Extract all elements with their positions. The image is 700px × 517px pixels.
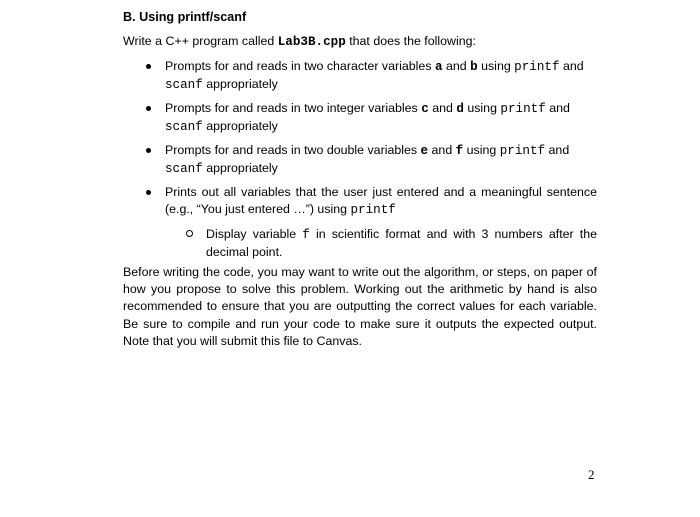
hollow-bullet-icon (186, 230, 193, 237)
variable-name: b (470, 60, 478, 74)
variable-name: c (421, 102, 429, 116)
text: and (442, 59, 471, 73)
text: using (477, 59, 515, 73)
instructions-paragraph: Before writing the code, you may want to write out the algorithm, or steps, on paper of how you propose to solve this problem. Working out the arithmetic by hand is also recommended to ensure that you are outputting the correct values for each variable. Be sure to compile and run your code to make sure it outputs the expected output. Note that you will submit this file to Canvas. (123, 265, 597, 348)
variable-name: a (434, 60, 443, 74)
intro-text-after: that does the following: (345, 34, 476, 48)
text: appropriately (202, 77, 278, 91)
function-name: printf (500, 102, 546, 116)
page-number: 2 (588, 467, 595, 482)
bullet-icon (146, 64, 151, 69)
list-item-text (165, 58, 597, 94)
text: and (428, 143, 456, 157)
variable-name: f (302, 228, 310, 242)
variable-name: e (420, 144, 429, 158)
bullet-icon (146, 190, 151, 195)
filename: Lab3B.cpp (277, 35, 346, 49)
text: Prints out all variables that the user just entered and a meaningful sentence (e.g., “You just entered …”) using (165, 185, 597, 216)
text: appropriately (202, 119, 278, 133)
text: Prompts for and reads in two double variables (165, 143, 421, 157)
text: and (545, 101, 570, 115)
text: appropriately (202, 161, 278, 175)
list-item-text (165, 142, 597, 178)
function-name: printf (514, 60, 560, 74)
sub-list-item-text (206, 226, 597, 261)
function-name: scanf (165, 78, 203, 92)
function-name: printf (499, 144, 546, 158)
variable-name: f (455, 144, 464, 158)
text: using (463, 143, 500, 157)
text: and (545, 143, 570, 157)
text: in scientific format and with 3 numbers after the decimal point. (206, 227, 598, 259)
text: using (463, 101, 501, 115)
text: Prompts for and reads in two integer variables (165, 101, 422, 115)
function-name: scanf (165, 162, 203, 176)
text: and (428, 101, 457, 115)
bullet-icon (146, 106, 151, 111)
variable-name: d (456, 102, 464, 116)
bullet-icon (146, 148, 151, 153)
text: and (559, 59, 584, 73)
intro-text-before: Write a C++ program called (123, 34, 278, 48)
intro-line (123, 34, 476, 49)
function-name: printf (350, 203, 396, 217)
section-heading: B. Using printf/scanf (123, 10, 247, 24)
text: Prompts for and reads in two character variables (165, 59, 435, 73)
list-item-text (165, 100, 597, 136)
text: Display variable (206, 227, 303, 241)
function-name: scanf (165, 120, 203, 134)
list-item-text (165, 184, 597, 219)
